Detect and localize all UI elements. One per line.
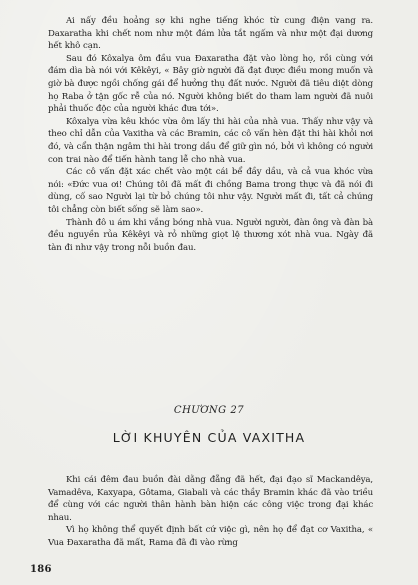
paragraph: Sau đó Kôxalya ôm đầu vua Đaxaratha đặt vào lòng họ, rồi cùng với đám dìa bà nói với Kêkêyi, « Bây giờ người đã đạt được điều mong muốn và giờ bà được ngồi chống gái để hưởng thụ đất nước. Người đã tiêu diệt dòng họ Raba ở tận gốc rễ của nó. Người không biết do tham lam người đã nuôi phải thuốc độc của người khác đưa tới». [48, 53, 373, 115]
text-block-bottom [48, 474, 373, 550]
paragraph: Các cô vấn đặt xác chết vào một cái bể đầy dầu, và cả vua khóc vừa nói: «Đức vua ơi! Chúng tôi đã mất đi chồng Bama trong thực và đã nói đi dùng, cố sao Người lại từ bỏ chúng tôi như vậy. Người mất đi, tất cả chúng tôi chẳng còn biết sống sẽ làm sao». [48, 167, 373, 215]
paragraph: Khi cái đêm đau buồn đài dằng đẵng đã hết, đại đạo sĩ Mackandêya, Vamadêva, Kaxyapa, Gôtama, Giabali và các thầy Bramin khác đã vào triều để cùng với các người thân hành bàn hiện các công việc trong đại khác nhau. [48, 475, 373, 523]
paragraph: Thành đô u ám khi vắng bóng nhà vua. Người người, đàn ông và đàn bà đều nguyền rủa Kêkêyi và rỏ những giọt lệ thương xót nhà vua. Ngày đã tàn đi như vậy trong nỗi buồn đau. [48, 217, 373, 253]
paragraph: Ai nấy đều hoảng sợ khi nghe tiếng khóc từ cung điện vang ra. Daxaratha khi chết nom như một đám lửa tắt ngấm và như một đại dương hết khô cạn. [48, 16, 373, 52]
paragraph: Vì họ không thể quyết định bất cứ việc gì, nên họ để đạt cơ Vaxitha, « Vua Đaxaratha đã mất, Rama đã đi vào rừng [48, 525, 373, 548]
chapter-number: CHƯƠNG 27 [173, 405, 245, 416]
text-block-top [48, 15, 373, 254]
chapter-title: LỜI KHUYÊN CỦA VAXITHA [112, 430, 306, 445]
paragraph: Kôxalya vừa kêu khóc vừa ôm lấy thi hài của nhà vua. Thấy như vậy và theo chỉ dẫn của Vaxitha và các Bramin, các cô vấn hèn đặt thi hài khỏi nơi đó, và cẩn thận ngâm thi hài trong dầu để giữ gìn nó, bởi vì không có người con trai nào để tiến hành tang lễ cho nhà vua. [48, 116, 373, 165]
page-number: 186 [30, 564, 52, 575]
